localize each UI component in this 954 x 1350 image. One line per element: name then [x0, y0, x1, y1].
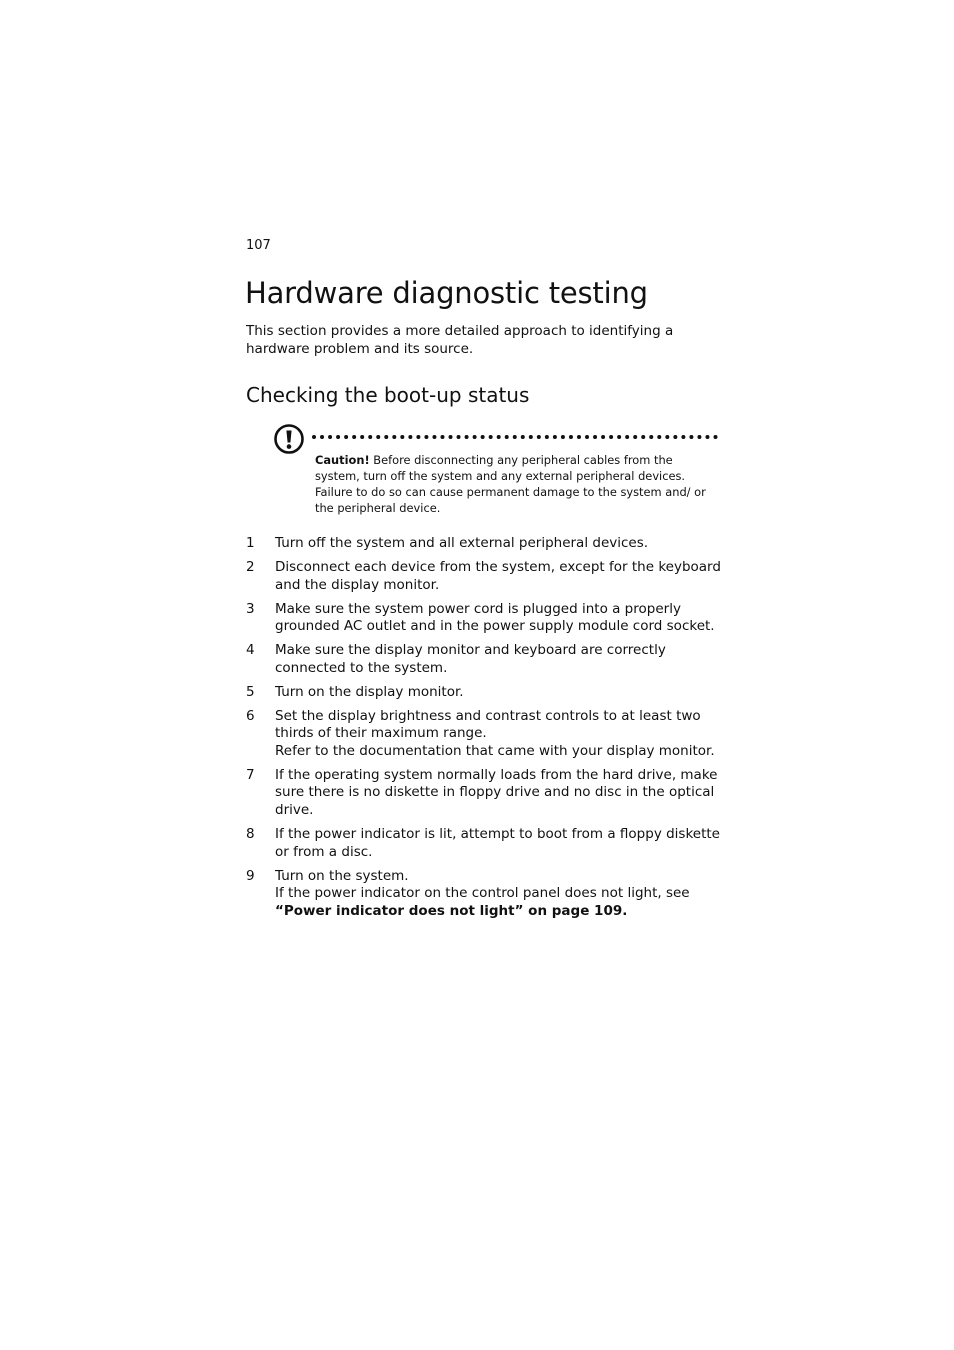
list-item — [246, 767, 726, 820]
list-item — [246, 642, 726, 677]
list-item — [246, 826, 726, 861]
caution-divider — [312, 435, 718, 439]
step-text: Set the display brightness and contrast controls to at least two thirds of their maximum range. — [275, 707, 701, 742]
step-note: Refer to the documentation that came with your display monitor. — [275, 742, 715, 759]
list-item — [246, 535, 726, 553]
list-item — [246, 868, 726, 921]
section-title: Checking the boot-up status — [246, 383, 530, 407]
intro-paragraph: This section provides a more detailed approach to identifying a hardware problem and its source. — [246, 323, 674, 357]
step-text: Make sure the system power cord is plugged into a properly grounded AC outlet and in the power supply module cord socket. — [275, 600, 715, 635]
step-number: 7 — [246, 766, 255, 783]
step-text: If the power indicator is lit, attempt to boot from a floppy diskette or from a disc. — [275, 826, 720, 860]
list-item — [246, 708, 726, 761]
caution-text: Before disconnecting any peripheral cables from the system, turn off the system and any external peripheral devices. Failure to do so can cause permanent damage to the system and/ or the peripheral device. — [315, 453, 706, 515]
step-text: Disconnect each device from the system, except for the keyboard and the display monitor. — [275, 558, 721, 593]
step-text: Turn on the system. — [275, 867, 409, 884]
caution-label: Caution! — [315, 453, 370, 467]
step-number: 6 — [246, 707, 255, 724]
list-item — [246, 601, 726, 636]
list-item — [246, 559, 726, 594]
step-text: Turn off the system and all external peripheral devices. — [275, 535, 649, 551]
cross-reference-link[interactable]: “Power indicator does not light” on page 109. — [275, 902, 628, 919]
step-text: Turn on the display monitor. — [275, 683, 464, 700]
steps-list — [246, 535, 726, 927]
step-text: If the operating system normally loads from the hard drive, make sure there is no diskette in floppy drive and no disc in the optical drive. — [275, 766, 718, 819]
step-text: Make sure the display monitor and keyboard are correctly connected to the system. — [275, 642, 666, 676]
step-number: 5 — [246, 683, 255, 700]
page-title: Hardware diagnostic testing — [245, 276, 648, 310]
step-number: 9 — [246, 867, 255, 884]
page-number: 107 — [246, 238, 271, 253]
list-item — [246, 684, 726, 702]
step-number: 8 — [246, 826, 255, 843]
caution-note — [315, 452, 720, 516]
exclamation-circle-icon — [273, 423, 305, 455]
step-number: 4 — [246, 642, 255, 659]
step-number: 1 — [246, 535, 255, 551]
step-number: 2 — [246, 558, 255, 575]
step-number: 3 — [246, 600, 255, 617]
step-note: If the power indicator on the control panel does not light, see — [275, 885, 690, 902]
